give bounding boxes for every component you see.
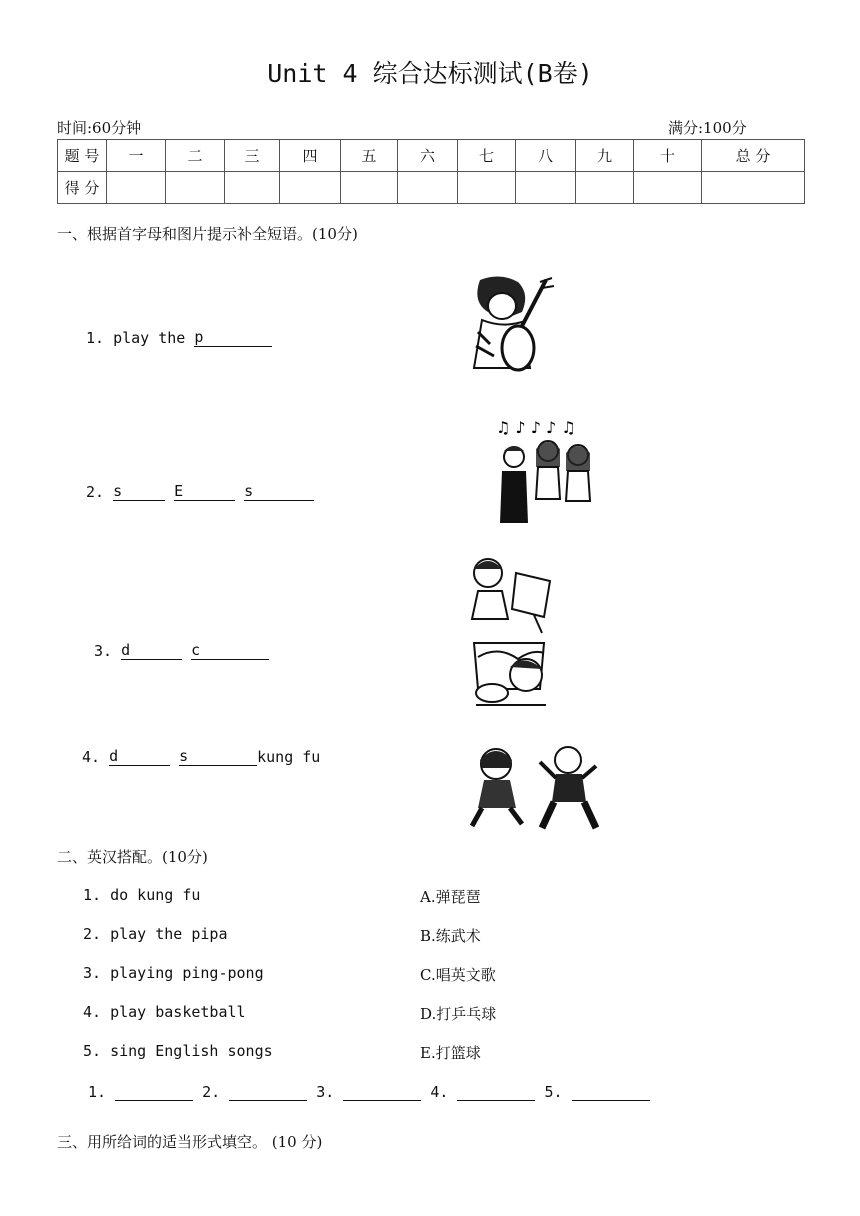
- col-5: 五: [341, 140, 398, 172]
- item-text: do kung fu: [110, 886, 201, 904]
- item-text: play the pipa: [110, 925, 228, 943]
- section2-heading: 二、英汉搭配。(10分): [57, 848, 208, 866]
- col-7: 七: [458, 140, 516, 172]
- score-cell[interactable]: [458, 172, 516, 204]
- fill-blank[interactable]: [121, 641, 182, 660]
- answer-blank[interactable]: [457, 1082, 535, 1101]
- score-table-score-row: [58, 172, 805, 204]
- fill-blank[interactable]: [244, 482, 314, 501]
- score-cell[interactable]: [576, 172, 634, 204]
- item-number: 3.: [94, 642, 113, 660]
- item-text: play basketball: [110, 1003, 246, 1021]
- item-number: 5.: [83, 1042, 102, 1060]
- section3-heading: 三、用所给词的适当形式填空。 (10 分): [57, 1133, 323, 1151]
- blank-initial: c: [191, 641, 201, 659]
- s2-right-e: E.打篮球: [420, 1044, 481, 1062]
- col-2: 二: [166, 140, 225, 172]
- answer-number: 4.: [430, 1083, 449, 1101]
- section1-heading: 一、根据首字母和图片提示补全短语。(10分): [57, 225, 358, 243]
- answer-number: 2.: [202, 1083, 221, 1101]
- blank-initial: E: [174, 482, 184, 500]
- score-cell[interactable]: [398, 172, 458, 204]
- fill-blank[interactable]: [113, 482, 165, 501]
- fill-blank[interactable]: [174, 482, 235, 501]
- col-9: 九: [576, 140, 634, 172]
- s1-item-1: [86, 328, 272, 347]
- item-number: 1.: [86, 329, 105, 347]
- score-cell[interactable]: [516, 172, 576, 204]
- answer-number: 3.: [316, 1083, 335, 1101]
- s1-item-4: [82, 747, 320, 766]
- blank-initial: s: [113, 482, 123, 500]
- col-1: 一: [107, 140, 166, 172]
- col-6: 六: [398, 140, 458, 172]
- score-cell[interactable]: [280, 172, 341, 204]
- page-title: Unit 4 综合达标测试(B卷): [267, 59, 593, 88]
- item-number: 4.: [82, 748, 101, 766]
- s2-right-a: A.弹琵琶: [420, 888, 481, 906]
- drawing-children-picture: [468, 553, 558, 718]
- time-limit: 时间:60分钟: [57, 119, 142, 137]
- score-cell[interactable]: [225, 172, 280, 204]
- pipa-player-picture: [460, 272, 555, 376]
- score-cell[interactable]: [341, 172, 398, 204]
- answer-number: 1.: [88, 1083, 107, 1101]
- answer-blank[interactable]: [115, 1082, 193, 1101]
- row-header-score: 得 分: [58, 172, 107, 204]
- s2-left-4: [83, 1003, 246, 1021]
- col-total: 总 分: [702, 140, 805, 172]
- s2-left-3: [83, 964, 264, 982]
- item-number: 2.: [83, 925, 102, 943]
- answer-blank[interactable]: [572, 1082, 650, 1101]
- score-cell[interactable]: [166, 172, 225, 204]
- singing-girls-picture: [496, 415, 596, 527]
- score-table: [57, 139, 805, 204]
- col-10: 十: [634, 140, 702, 172]
- score-table-header-row: [58, 140, 805, 172]
- svg-text:♫ ♪ ♪ ♪ ♫: ♫ ♪ ♪ ♪ ♫: [496, 418, 576, 437]
- item-text: sing English songs: [110, 1042, 273, 1060]
- s2-right-d: D.打乒乓球: [420, 1005, 497, 1023]
- col-3: 三: [225, 140, 280, 172]
- full-score: 满分:100分: [668, 119, 747, 137]
- blank-initial: p: [194, 328, 204, 346]
- item-number: 4.: [83, 1003, 102, 1021]
- answer-blank[interactable]: [229, 1082, 307, 1101]
- item-prefix: play the: [113, 329, 186, 347]
- item-number: 2.: [86, 483, 105, 501]
- answer-blank[interactable]: [343, 1082, 421, 1101]
- fill-blank[interactable]: [191, 641, 269, 660]
- s2-left-1: [83, 886, 200, 904]
- col-8: 八: [516, 140, 576, 172]
- blank-initial: d: [109, 747, 119, 765]
- s2-left-5: [83, 1042, 273, 1060]
- s2-left-2: [83, 925, 228, 943]
- item-text: playing ping-pong: [110, 964, 264, 982]
- item-suffix: kung fu: [257, 748, 321, 766]
- item-number: 3.: [83, 964, 102, 982]
- blank-initial: s: [179, 747, 189, 765]
- blank-initial: s: [244, 482, 254, 500]
- blank-initial: d: [121, 641, 131, 659]
- fill-blank[interactable]: [194, 328, 272, 347]
- fill-blank[interactable]: [109, 747, 170, 766]
- row-header-question-no: 题 号: [58, 140, 107, 172]
- score-cell[interactable]: [702, 172, 805, 204]
- col-4: 四: [280, 140, 341, 172]
- s2-right-b: B.练武术: [420, 927, 481, 945]
- fill-blank[interactable]: [179, 747, 257, 766]
- score-cell[interactable]: [634, 172, 702, 204]
- item-number: 1.: [83, 886, 102, 904]
- score-cell[interactable]: [107, 172, 166, 204]
- s1-item-2: [86, 482, 314, 501]
- s2-right-c: C.唱英文歌: [420, 966, 496, 984]
- s2-answer-row: [88, 1082, 650, 1101]
- answer-number: 5.: [544, 1083, 563, 1101]
- s1-item-3: [94, 641, 269, 660]
- kung-fu-kids-picture: [470, 744, 605, 834]
